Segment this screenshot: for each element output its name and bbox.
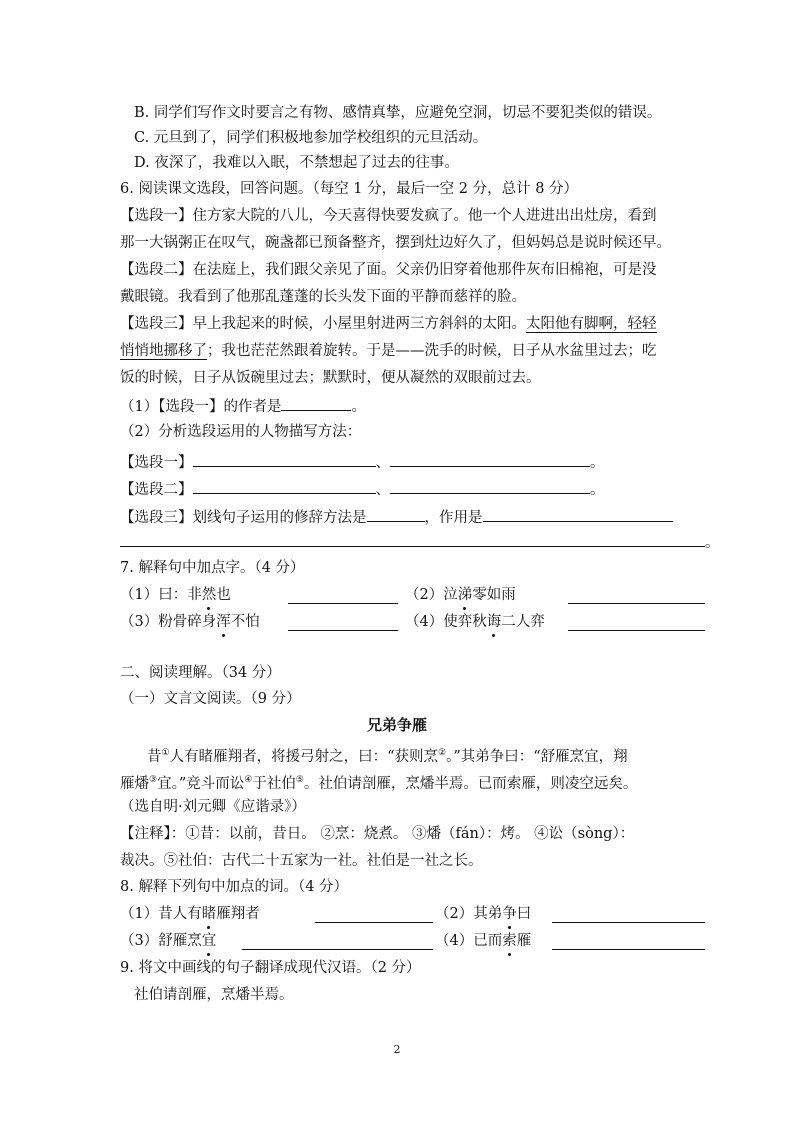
- q6-excerpt3-line1: [120, 313, 657, 335]
- passage-line2: 雁燔③宜。”竞斗而讼④于社伯⑤。社伯请剖雁，烹燔半焉。已而索雁，则凌空远矣。: [120, 775, 638, 792]
- period: 。: [705, 535, 720, 551]
- answer-blank[interactable]: [288, 587, 398, 604]
- q8-item2: （2）其弟争曰: [435, 903, 531, 925]
- q6-excerpt3-text2: ；我也茫茫然跟着旋转。于是——洗手的时候，日子从水盆里过去；吃: [207, 343, 657, 359]
- answer-blank[interactable]: [552, 933, 705, 950]
- q7-row1: [120, 584, 705, 606]
- q8-heading: 8. 解释下列句中加点的词。（4 分）: [120, 879, 349, 895]
- seg3-effect-label: ，作用是: [424, 510, 483, 526]
- q6-seg3-answer-line2: [120, 530, 720, 554]
- answer-blank[interactable]: [568, 614, 705, 631]
- q8-item4: （4）已而索雁: [435, 930, 531, 952]
- q7-item3: （3）粉骨碎身浑不怕: [120, 611, 260, 633]
- q6-sub1-label: （1）【选段一】的作者是: [120, 399, 282, 415]
- answer-blank[interactable]: [483, 505, 673, 522]
- passage-source: （选自明·刘元卿《应谐录》）: [120, 799, 306, 815]
- separator: 、: [375, 482, 390, 498]
- seg3-label: 【选段三】划线句子运用的修辞方法是: [120, 510, 367, 526]
- answer-blank[interactable]: [367, 505, 425, 522]
- underlined-sentence: 太阳他有脚啊，轻轻: [526, 316, 657, 332]
- answer-blank[interactable]: [568, 587, 705, 604]
- q8-row1: [120, 903, 705, 925]
- underlined-sentence-cont: 悄悄地挪移了: [120, 343, 207, 359]
- answer-blank[interactable]: [193, 450, 376, 467]
- period: 。: [351, 399, 366, 415]
- q8-row2: [120, 930, 705, 952]
- q6-excerpt3-line2: [120, 340, 657, 362]
- answer-blank[interactable]: [315, 906, 433, 923]
- option-b: B. 同学们写作文时要言之有物、感情真挚，应避免空洞，切忌不要犯类似的错误。: [134, 105, 662, 121]
- period: 。: [590, 455, 605, 471]
- q7-heading: 7. 解释句中加点字。（4 分）: [120, 560, 305, 576]
- separator: 、: [375, 455, 390, 471]
- option-c: C. 元旦到了，同学们积极地参加学校组织的元旦活动。: [134, 130, 488, 146]
- q6-excerpt2-line2: 戴眼镜。我看到了他那乱蓬蓬的长头发下面的平静而慈祥的脸。: [120, 289, 526, 305]
- section2-subheading: （一）文言文阅读。（9 分）: [120, 691, 301, 707]
- q6-seg2-answers: [120, 477, 605, 501]
- answer-blank[interactable]: [390, 477, 590, 494]
- q6-excerpt3-text: 【选段三】早上我起来的时候，小屋里射进两三方斜斜的太阳。: [120, 316, 526, 332]
- page-number: 2: [393, 1043, 401, 1056]
- q6-sub1: [120, 394, 366, 418]
- q6-heading: 6. 阅读课文选段，回答问题。（每空 1 分，最后一空 2 分，总计 8 分）: [120, 181, 579, 197]
- q6-seg3-answers: [120, 505, 673, 529]
- q7-item4: （4）使弈秋诲二人弈: [405, 611, 545, 633]
- q6-sub2: （2）分析选段运用的人物描写方法：: [120, 424, 362, 440]
- answer-blank[interactable]: [288, 614, 398, 631]
- passage-title: 兄弟争雁: [366, 716, 427, 734]
- answer-blank[interactable]: [193, 477, 376, 494]
- seg2-label: 【选段二】: [120, 482, 193, 498]
- answer-blank[interactable]: [281, 394, 351, 411]
- period: 。: [590, 482, 605, 498]
- q7-item1: （1）曰：非然也: [120, 584, 231, 606]
- notes-line2: 裁决。⑤社伯：古代二十五家为一社。社伯是一社之长。: [120, 853, 483, 869]
- answer-blank[interactable]: [390, 450, 590, 467]
- q7-row2: [120, 611, 705, 633]
- q8-item3: （3）舒雁烹宜: [120, 930, 216, 952]
- q6-excerpt1-line2: 那一大锅粥正在叹气，碗盏都已预备整齐，摆到灶边好久了，但妈妈总是说时候还早。: [120, 235, 671, 251]
- q9-sentence: 社伯请剖雁，烹燔半焉。: [134, 987, 294, 1003]
- q9-heading: 9. 将文中画线的句子翻译成现代汉语。（2 分）: [120, 960, 421, 976]
- section2-heading: 二、阅读理解。（34 分）: [120, 665, 281, 681]
- seg1-label: 【选段一】: [120, 455, 193, 471]
- q6-excerpt3-line3: 饭的时候，日子从饭碗里过去；默默时，便从凝然的双眼前过去。: [120, 370, 541, 386]
- answer-blank[interactable]: [242, 933, 433, 950]
- q6-seg1-answers: [120, 450, 605, 474]
- passage-line1: 昔①人有睹雁翔者，将援弓射之，曰：“获则烹②。”其弟争曰：“舒雁烹宜，翔: [147, 748, 628, 765]
- answer-blank[interactable]: [120, 530, 705, 547]
- option-d: D. 夜深了，我难以入眠，不禁想起了过去的往事。: [134, 155, 459, 171]
- q6-excerpt2-line1: 【选段二】在法庭上，我们跟父亲见了面。父亲仍旧穿着他那件灰布旧棉袍，可是没: [120, 262, 657, 278]
- q8-item1: （1）昔人有睹雁翔者: [120, 903, 260, 925]
- answer-blank[interactable]: [552, 906, 705, 923]
- q6-excerpt1-line1: 【选段一】住方家大院的八儿，今天喜得快要发疯了。他一个人进进出出灶房，看到: [120, 208, 657, 224]
- q7-item2: （2）泣涕零如雨: [405, 584, 516, 606]
- notes-line1: 【注释】：①昔：以前，昔日。 ②烹：烧煮。 ③燔（fán）：烤。 ④讼（sòng）：: [120, 826, 635, 842]
